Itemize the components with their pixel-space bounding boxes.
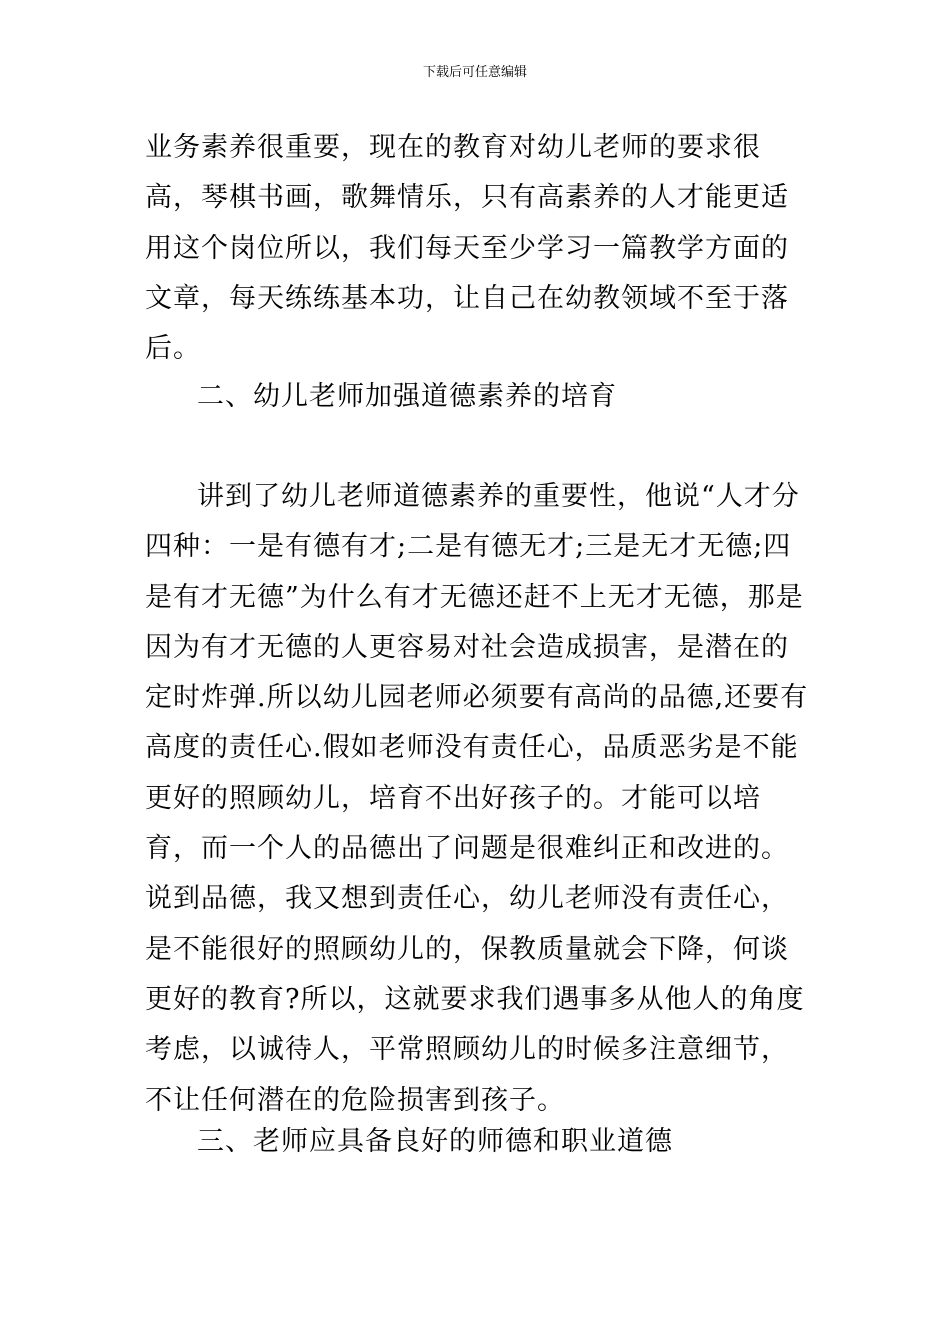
section-heading-teacher-ethics: 三、老师应具备良好的师德和职业道德 [197, 1126, 673, 1157]
paragraph-moral-importance: 讲到了幼儿老师道德素养的重要性，他说“人才分四种：一是有德有才;二是有德无才;三是无才无德;四是有才无德”为什么有才无德还赶不上无才无德，那是因为有才无德的人更容易对社会造成损害，是潜在的定时炸弹.所以幼儿园老师必须要有高尚的品德,还要有高度的责任心.假如老师没有责任心，品质恶劣是不能更好的照顾幼儿，培育不出好孩子的。才能可以培育，而一个人的品德出了问题是很难纠正和改进的。说到品德，我又想到责任心，幼儿老师没有责任心，是不能很好的照顾幼儿的，保教质量就会下降，何谈更好的教育?所以，这就要求我们遇事多从他人的角度考虑，以诚待人，平常照顾幼儿的时候多注意细节，不让任何潜在的危险损害到孩子。 [145, 481, 809, 1116]
section-heading-moral-quality: 二、幼儿老师加强道德素养的培育 [197, 381, 617, 412]
page-header: 下载后可任意编辑 [422, 65, 527, 80]
paragraph-professional-quality: 业务素养很重要，现在的教育对幼儿老师的要求很高，琴棋书画，歌舞情乐，只有高素养的人才能更适用这个岗位所以，我们每天至少学习一篇教学方面的文章，每天练练基本功，让自己在幼教领域不至于落后。 [145, 132, 789, 365]
